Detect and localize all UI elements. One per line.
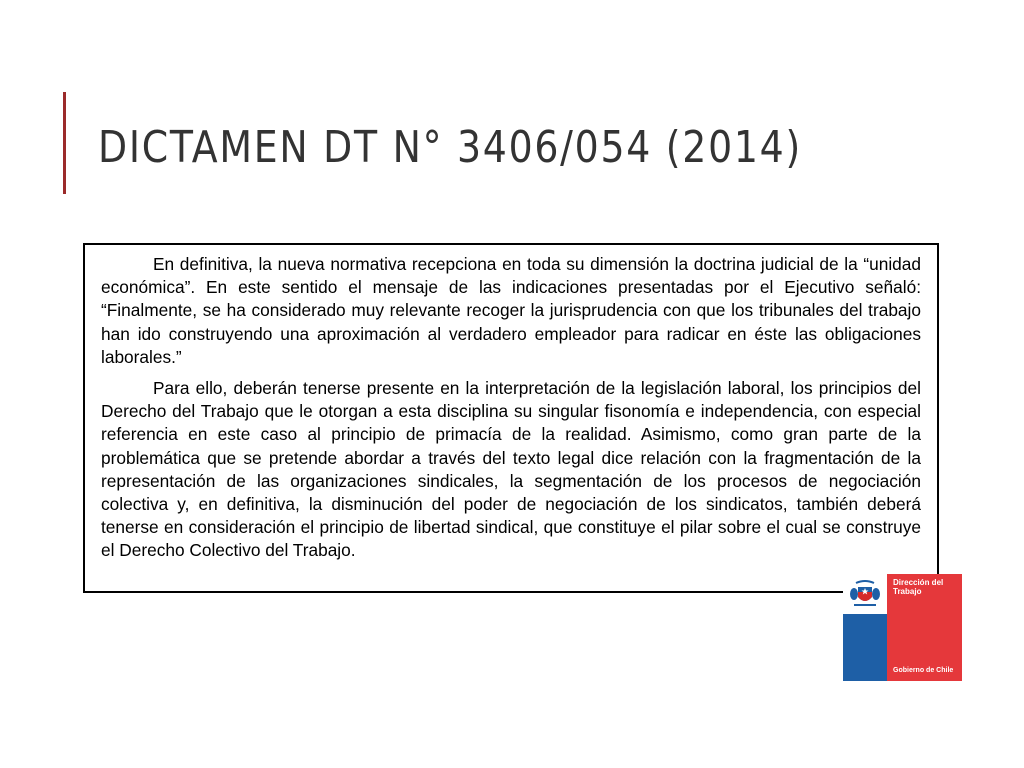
logo-red-band <box>887 574 962 681</box>
direccion-del-trabajo-logo <box>843 574 962 681</box>
quote-box <box>83 243 939 593</box>
chile-coat-of-arms-icon <box>843 574 887 614</box>
logo-gov-label: Gobierno de Chile <box>893 667 954 674</box>
logo-org-line-1: Dirección del <box>893 578 944 587</box>
quote-paragraph-1: En definitiva, la nueva normativa recepciona en toda su dimensión la doctrina judicial de la “unidad económica”. En este sentido el mensaje de las indicaciones presentadas por el Ejecutivo señaló: “Finalmente, se ha considerado muy relevante recoger la jurisprudencia con que los tribunales del trabajo han ido construyendo una aproximación al verdadero empleador para radicar en éste las obligaciones laborales.” <box>101 254 921 367</box>
slide-title: DICTAMEN DT N° 3406/054 (2014) <box>98 122 802 173</box>
title-accent-bar <box>63 92 66 194</box>
logo-org-line-2: Trabajo <box>893 587 922 596</box>
quote-paragraph-2: Para ello, deberán tenerse presente en la interpretación de la legislación laboral, los principios del Derecho del Trabajo que le otorgan a esta disciplina su singular fisonomía e independencia, con especial referencia en este caso al principio de primacía de la realidad. Asimismo, como gran parte de la problemática que se pretende abordar a través del texto legal dice relación con la fragmentación de la representación de las organizaciones sindicales, la segmentación de los procesos de negociación colectiva y, en definitiva, la disminución del poder de negociación de los sindicatos, también deberá tenerse en consideración el principio de libertad sindical, que constituye el pilar sobre el cual se construye el Derecho Colectivo del Trabajo. <box>101 378 921 561</box>
logo-blue-band <box>843 574 887 681</box>
logo-org-name <box>893 578 943 596</box>
